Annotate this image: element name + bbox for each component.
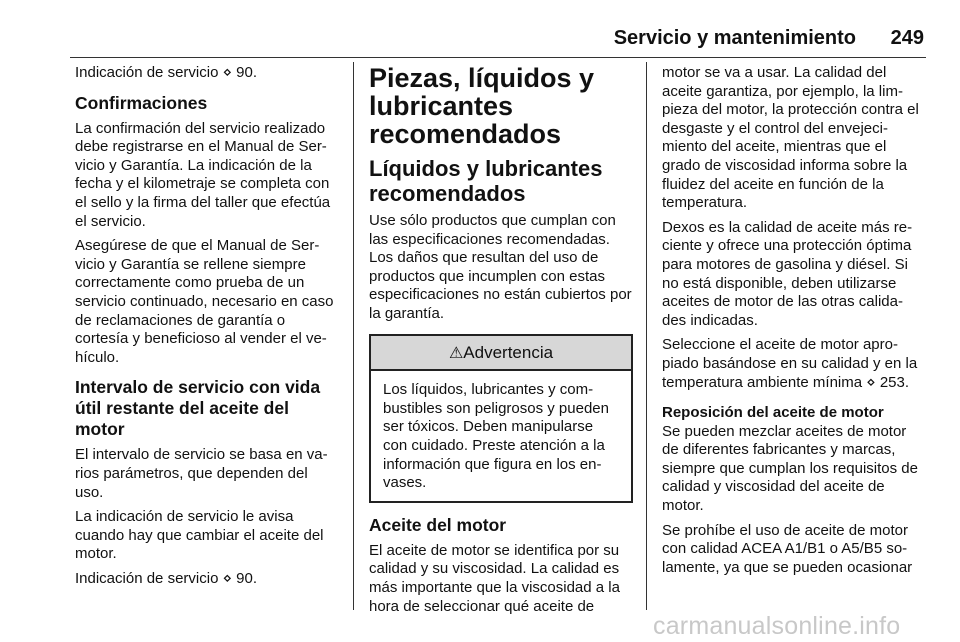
column-left: [75, 64, 340, 594]
heading-intervalo-servicio: Intervalo de servicio con vida útil restante del aceite del motor: [75, 377, 321, 440]
warning-header: [371, 336, 631, 372]
heading-aceite-motor: Aceite del motor: [369, 514, 507, 535]
paragraph: Seleccione el aceite de motor apro-piado basándose en su calidad y en la temperatura ambiente mínima ⋄ 253.: [662, 336, 918, 391]
paragraph: Asegúrese de que el Manual de Ser-vicio y Garantía se rellene siempre correctamente como prueba de un servicio continuado, necesario en caso de reclamaciones de garantía o cortesía y beneficioso al vender el ve-hículo.: [75, 237, 334, 366]
paragraph: Se prohíbe el uso de aceite de motor con calidad ACEA A1/B1 o A5/B5 so-lamente, ya que se pueden ocasionar: [662, 521, 913, 576]
paragraph: Indicación de servicio ⋄ 90.: [75, 64, 257, 81]
column-middle: [369, 64, 633, 622]
column-right: [662, 64, 927, 583]
paragraph: motor se va a usar. La calidad del aceite garantiza, por ejemplo, la lim-pieza del motor, la protección contra el desgaste y el control del envejeci-miento del aceite, mientras que el grado de viscosidad informa sobre la fluidez del aceite en función de la temperatura.: [662, 64, 919, 212]
heading-reposicion-aceite: Reposición del aceite de motor: [662, 404, 884, 422]
column-divider: [646, 62, 647, 610]
header-rule: [70, 57, 926, 58]
paragraph: Indicación de servicio ⋄ 90.: [75, 569, 257, 587]
page-number: 249: [890, 27, 924, 49]
heading-confirmaciones: Confirmaciones: [75, 92, 208, 113]
warning-box: [369, 334, 633, 503]
column-divider: [353, 62, 354, 610]
watermark: carmanualsonline.info: [653, 612, 901, 640]
paragraph: Dexos es la calidad de aceite más re-ciente y ofrece una protección óptima para motores de gasolina y diésel. Si no está disponible, deben utilizarse aceites de motor de las otras calida-des indicadas.: [662, 218, 913, 329]
warning-text: Los líquidos, lubricantes y com-bustibles son peligrosos y pueden ser tóxicos. Deben manipularse con cuidado. Preste atención a la información que figura en los en-vases.: [383, 381, 609, 492]
page-header: [0, 27, 960, 53]
section-heading: Líquidos y lubricantes recomendados: [369, 156, 603, 206]
warning-title: Advertencia: [463, 342, 554, 362]
paragraph: La indicación de servicio le avisa cuando hay que cambiar el aceite del motor.: [75, 508, 324, 563]
paragraph: La confirmación del servicio realizado debe registrarse en el Manual de Ser-vicio y Garantía. La indicación de la fecha y el kilometraje se completa con el sello y la firma del taller que efectúa el servicio.: [75, 119, 331, 230]
paragraph: Use sólo productos que cumplan con las especificaciones recomendadas. Los daños que resultan del uso de productos que incumplen con estas especificaciones no están cubiertos por la garantía.: [369, 212, 632, 322]
section-title: Servicio y mantenimiento: [613, 27, 856, 49]
paragraph: El aceite de motor se identifica por su calidad y su viscosidad. La calidad es más importante que la viscosidad a la hora de seleccionar qué aceite de: [369, 541, 620, 615]
paragraph: Se pueden mezclar aceites de motor de diferentes fabricantes y marcas, siempre que cumplan los requisitos de calidad y viscosidad del aceite de motor.: [662, 422, 918, 515]
warning-triangle-icon: ⚠: [448, 344, 464, 362]
chapter-title: Piezas, líquidos y lubricantes recomendados: [369, 63, 595, 149]
paragraph: El intervalo de servicio se basa en va-rios parámetros, que dependen del uso.: [75, 446, 328, 501]
